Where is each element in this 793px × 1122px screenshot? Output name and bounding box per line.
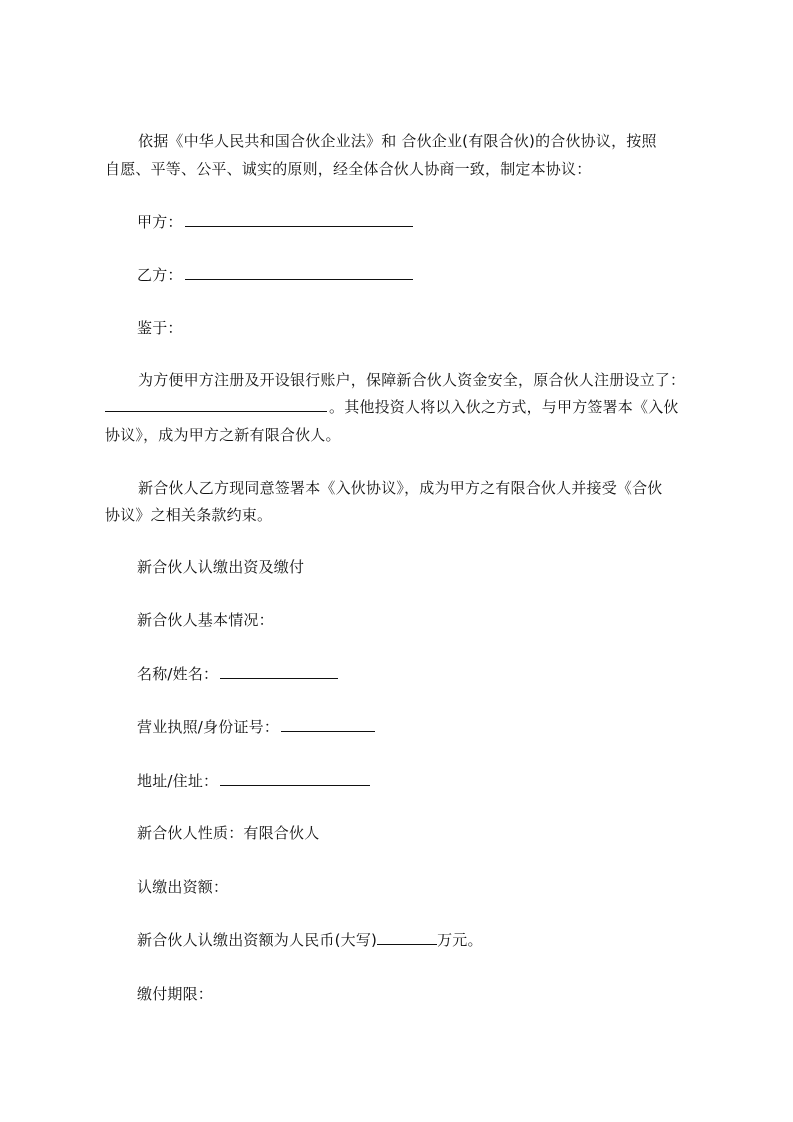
party-a-line bbox=[137, 212, 415, 232]
whereas1-text3: 协议》，成为甲方之新有限合伙人。 bbox=[105, 426, 341, 444]
intro-paragraph-line2 bbox=[105, 159, 591, 179]
whereas1-line2 bbox=[105, 397, 679, 417]
whereas-label: 鉴于： bbox=[137, 319, 183, 337]
intro-paragraph-line1 bbox=[138, 131, 657, 151]
whereas2-line1 bbox=[138, 478, 663, 498]
party-b-blank bbox=[185, 265, 413, 280]
nature-text: 新合伙人性质：有限合伙人 bbox=[137, 824, 320, 842]
license-blank bbox=[281, 717, 375, 732]
party-b-line bbox=[137, 265, 415, 285]
name-label: 名称/姓名： bbox=[137, 665, 219, 683]
section-basic-info-heading bbox=[137, 610, 274, 630]
whereas2-text1: 新合伙人乙方现同意签署本《入伙协议》，成为甲方之有限合伙人并接受《合伙 bbox=[138, 479, 663, 497]
subscribed-label: 认缴出资额： bbox=[137, 878, 229, 896]
amount-line bbox=[137, 930, 483, 950]
license-line bbox=[137, 717, 377, 737]
section-contribution-heading bbox=[137, 557, 304, 577]
whereas1-text1: 为方便甲方注册及开设银行账户，保障新合伙人资金安全，原合伙人注册设立了： bbox=[138, 371, 686, 389]
payment-period-heading bbox=[137, 984, 213, 1004]
payment-period-label: 缴付期限： bbox=[137, 985, 214, 1003]
address-blank bbox=[220, 771, 370, 786]
license-label: 营业执照/身份证号： bbox=[137, 718, 280, 736]
amount-blank bbox=[377, 930, 437, 945]
whereas1-line1 bbox=[138, 370, 685, 390]
whereas1-text2: 。其他投资人将以入伙之方式，与甲方签署本《入伙 bbox=[329, 398, 679, 416]
name-line bbox=[137, 664, 340, 684]
intro-text-line1: 依据《中华人民共和国合伙企业法》和 合伙企业(有限合伙)的合伙协议，按照 bbox=[138, 132, 657, 150]
subscribed-heading bbox=[137, 877, 228, 897]
section-contribution-text: 新合伙人认缴出资及缴付 bbox=[137, 558, 305, 576]
whereas2-text2: 协议》之相关条款约束。 bbox=[105, 506, 273, 524]
name-blank bbox=[220, 664, 338, 679]
intro-text-line2: 自愿、平等、公平、诚实的原则，经全体合伙人协商一致，制定本协议： bbox=[105, 160, 592, 178]
amount-prefix: 新合伙人认缴出资额为人民币(大写) bbox=[137, 931, 378, 949]
nature-line bbox=[137, 823, 319, 843]
party-a-label: 甲方： bbox=[137, 213, 183, 231]
party-a-blank bbox=[185, 212, 413, 227]
address-label: 地址/住址： bbox=[137, 772, 219, 790]
amount-suffix: 万元。 bbox=[437, 931, 483, 949]
whereas1-line3 bbox=[105, 425, 341, 445]
company-name-blank bbox=[105, 397, 327, 412]
section-basic-info-text: 新合伙人基本情况： bbox=[137, 611, 274, 629]
whereas2-line2 bbox=[105, 505, 272, 525]
whereas-heading bbox=[137, 318, 183, 338]
address-line bbox=[137, 771, 372, 791]
party-b-label: 乙方： bbox=[137, 266, 183, 284]
